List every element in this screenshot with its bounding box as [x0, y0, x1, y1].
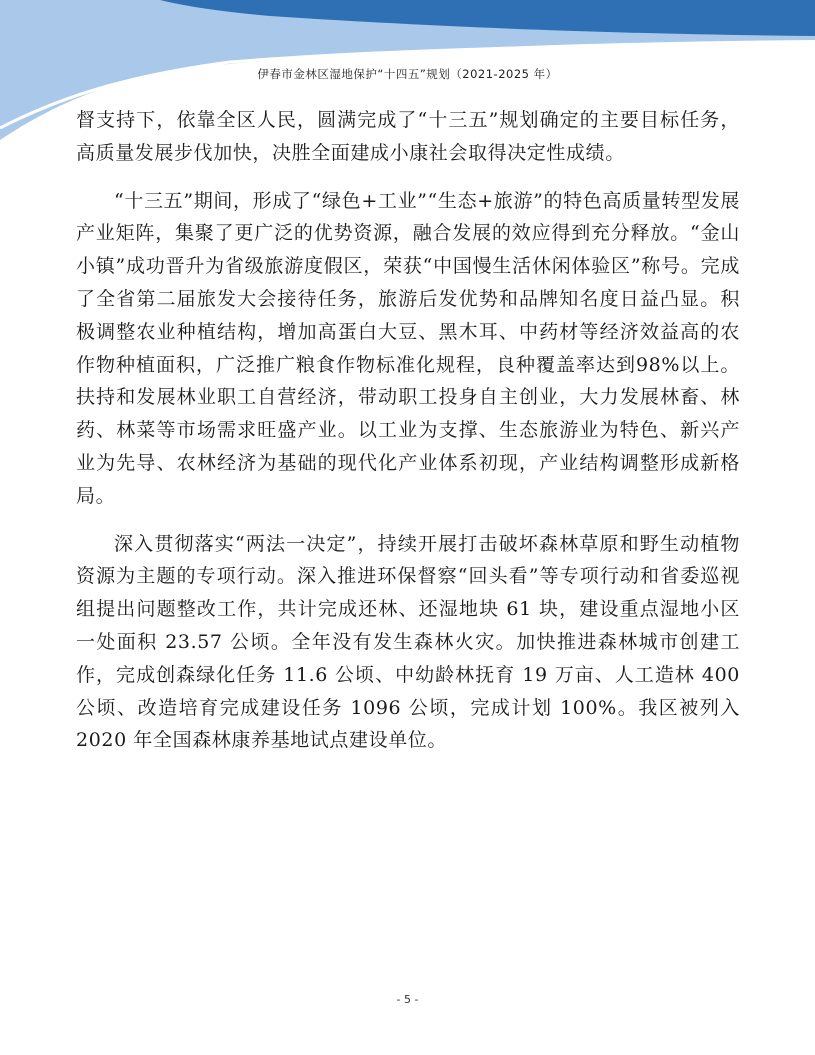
paragraph-forest-protection: 深入贯彻落实“两法一决定”，持续开展打击破坏森林草原和野生动植物资源为主题的专项行动。深入推进环保督察“回头看”等专项行动和省委巡视组提出问题整改工作，共计完成还林、还湿地块 61 块，建设重点湿地小区一处面积 23.57 公顷。全年没有发生森林火灾。加快推进森林城市创建工作，完成创森绿化任务 11.6 公顷、中幼龄林抚育 19 万亩、人工造林 400 公顷、改造培育完成建设任务 1096 公顷，完成计划 100%。我区被列入 2020 年全国森林康养基地试点建设单位。	[76, 532, 740, 752]
paragraph-continuation: 督支持下，依靠全区人民，圆满完成了“十三五”规划确定的主要目标任务，高质量发展步伐加快，决胜全面建成小康社会取得决定性成绩。	[76, 109, 740, 164]
body-text	[76, 104, 740, 757]
running-header-title: 伊春市金林区湿地保护“十四五”规划（2021-2025 年）	[257, 67, 558, 81]
paragraph-industry-development: “十三五”期间，形成了“绿色+工业”“生态+旅游”的特色高质量转型发展产业矩阵，集聚了更广泛的优势资源，融合发展的效应得到充分释放。“金山小镇”成功晋升为省级旅游度假区，荣获“中国慢生活休闲体验区”称号。完成了全省第二届旅发大会接待任务，旅游后发优势和品牌知名度日益凸显。积极调整农业种植结构，增加高蛋白大豆、黑木耳、中药材等经济效益高的农作物种植面积，广泛推广粮食作物标准化规程，良种覆盖率达到98%以上。扶持和发展林业职工自营经济，带动职工投身自主创业，大力发展林畜、林药、林菜等市场需求旺盛产业。以工业为支撑、生态旅游业为特色、新兴产业为先导、农林经济为基础的现代化产业体系初现，产业结构调整形成新格局。	[76, 189, 740, 507]
page-number: - 5 -	[396, 993, 419, 1006]
